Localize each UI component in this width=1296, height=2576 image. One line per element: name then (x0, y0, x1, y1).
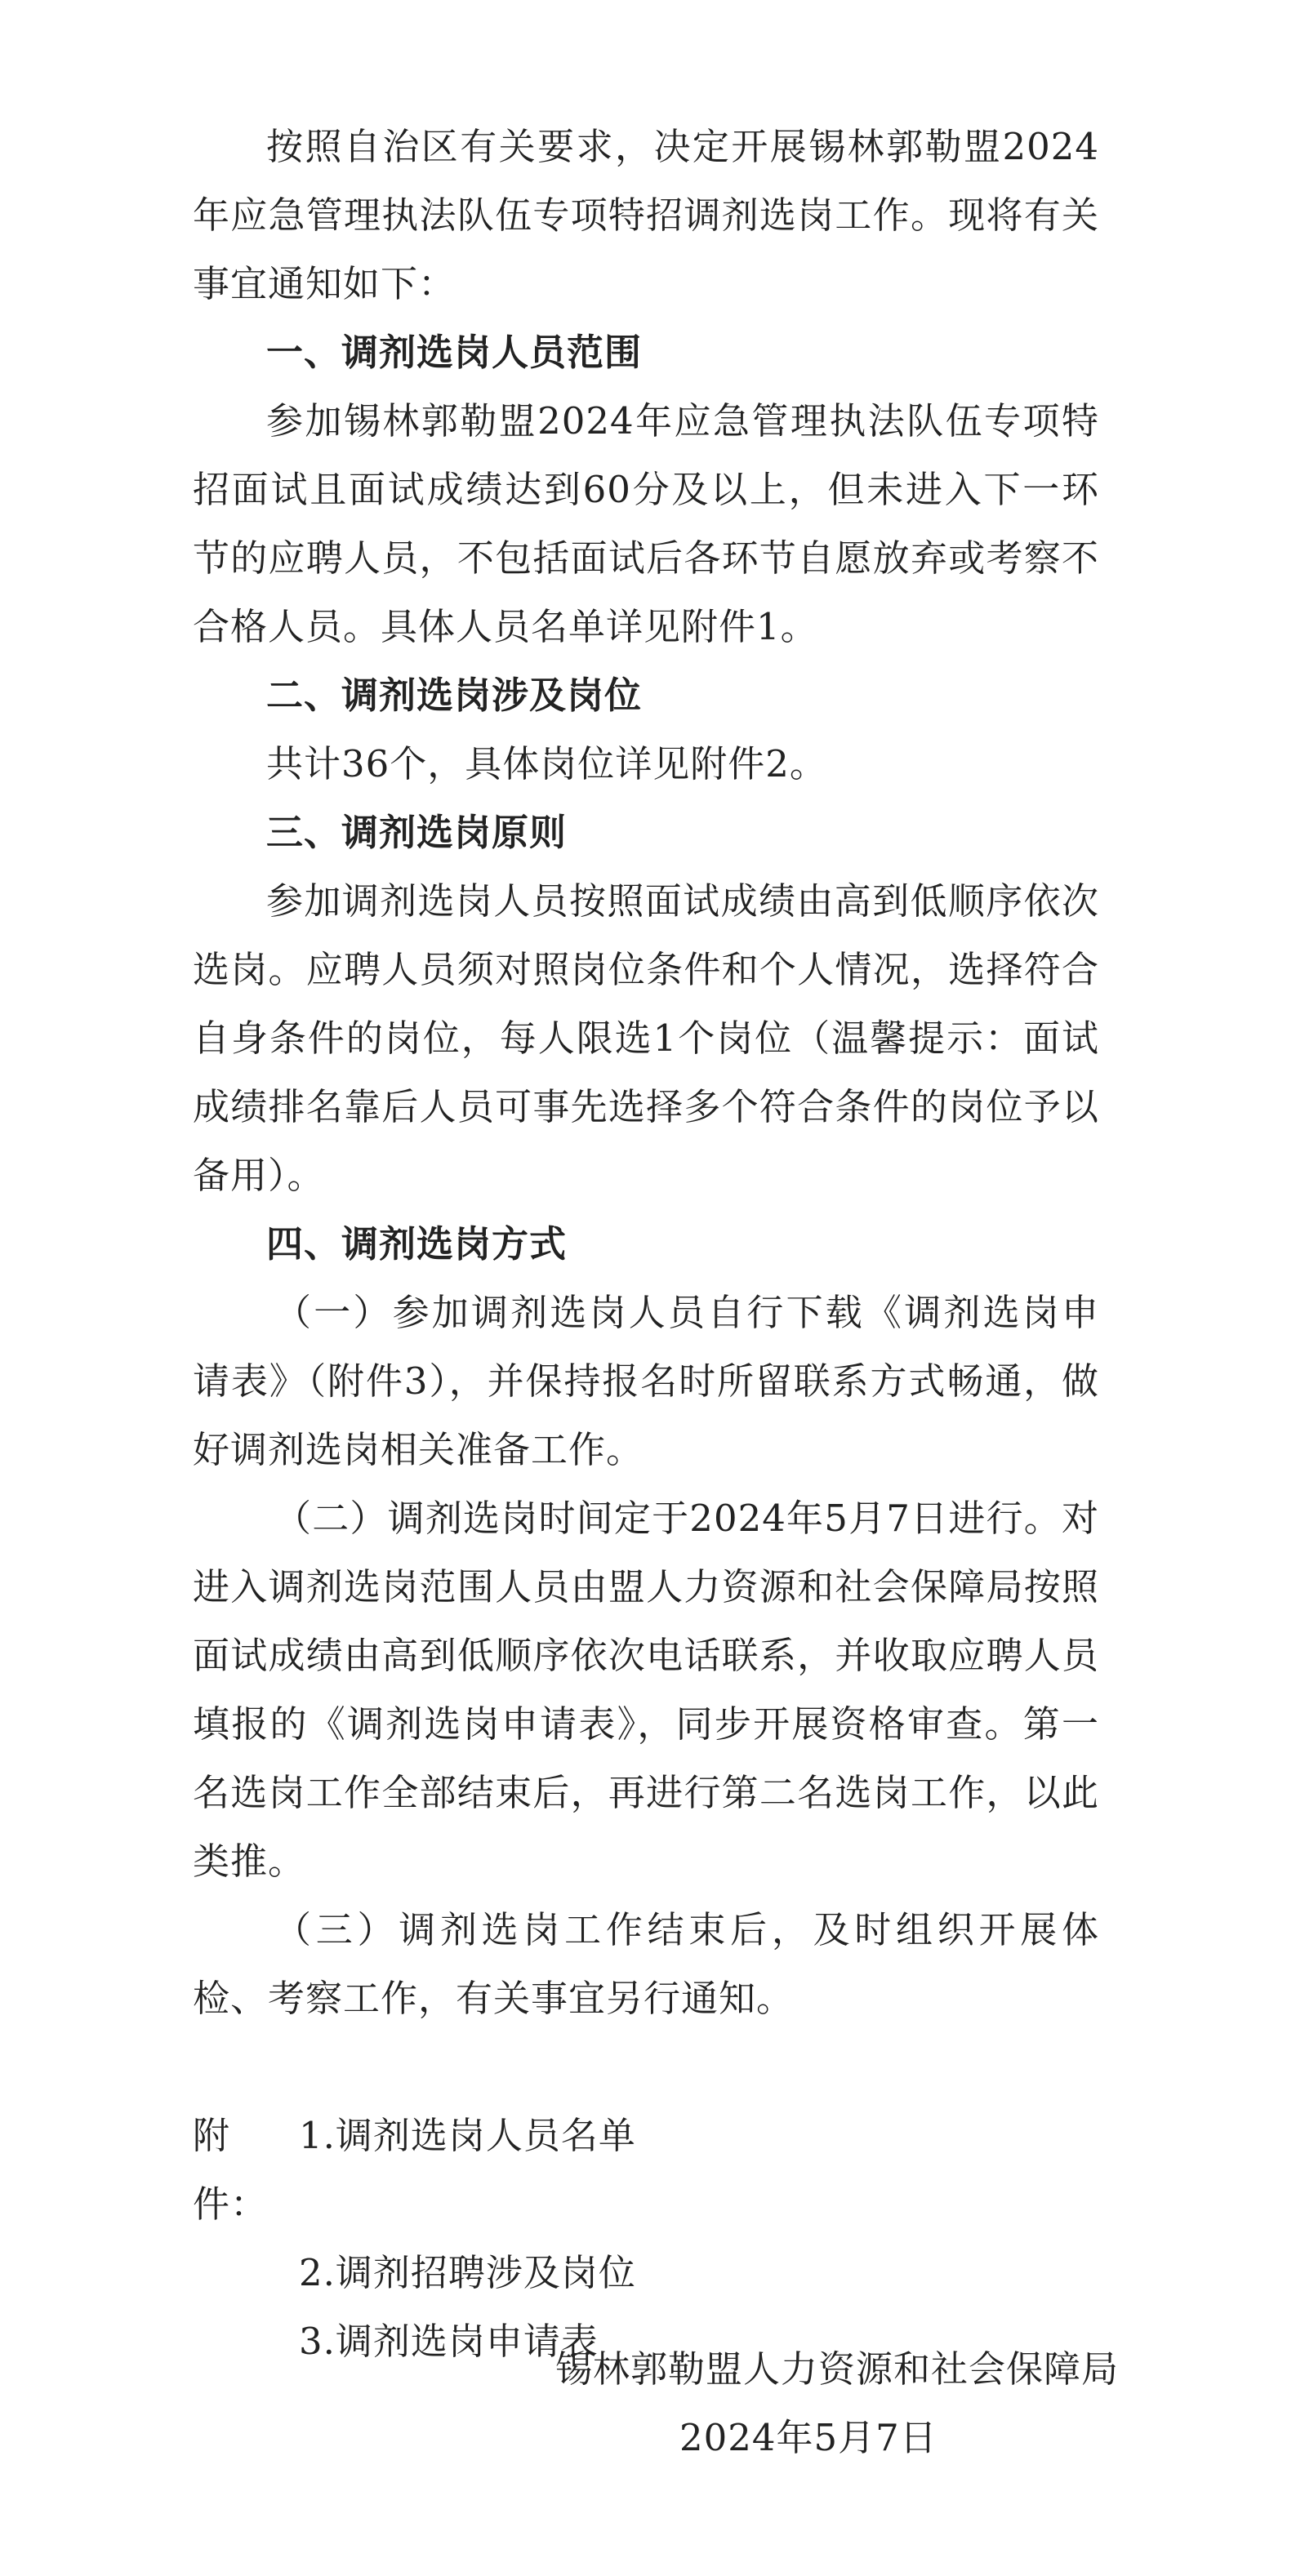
intro-paragraph: 按照自治区有关要求，决定开展锡林郭勒盟2024年应急管理执法队伍专项特招调剂选岗工作。现将有关事宜通知如下： (193, 125, 1099, 305)
attachment-row (193, 2102, 1099, 2239)
issue-date: 2024年5月7日 (679, 2416, 937, 2459)
attachment-item: 1.调剂选岗人员名单 (299, 2114, 636, 2157)
section-paragraph: （二）调剂选岗时间定于2024年5月7日进行。对进入调剂选岗范围人员由盟人力资源和社会保障局按照面试成绩由高到低顺序依次电话联系，并收取应聘人员填报的《调剂选岗申请表》，同步开展资格审查。第一名选岗工作全部结束后，再进行第二名选岗工作，以此类推。 (193, 1497, 1099, 1883)
section-heading: 二、调剂选岗涉及岗位 (266, 674, 643, 717)
section-paragraph: （三）调剂选岗工作结束后，及时组织开展体检、考察工作，有关事宜另行通知。 (193, 1908, 1099, 2020)
section-3 (193, 799, 1099, 1210)
section-heading: 一、调剂选岗人员范围 (266, 331, 643, 374)
section-paragraph: （一）参加调剂选岗人员自行下载《调剂选岗申请表》（附件3），并保持报名时所留联系方式畅通，做好调剂选岗相关准备工作。 (193, 1291, 1099, 1471)
spacer (193, 2033, 1099, 2102)
section-paragraph: 参加调剂选岗人员按照面试成绩由高到低顺序依次选岗。应聘人员须对照岗位条件和个人情况，选择符合自身条件的岗位，每人限选1个岗位（温馨提示：面试成绩排名靠后人员可事先选择多个符合条件的岗位予以备用）。 (193, 879, 1099, 1197)
section-paragraph: 参加锡林郭勒盟2024年应急管理执法队伍专项特招面试且面试成绩达到60分及以上，但未进入下一环节的应聘人员，不包括面试后各环节自愿放弃或考察不合格人员。具体人员名单详见附件1。 (193, 399, 1099, 648)
issuing-organization: 锡林郭勒盟人力资源和社会保障局 (555, 2347, 1120, 2391)
section-heading: 四、调剂选岗方式 (266, 1222, 568, 1266)
attachment-item: 2.调剂招聘涉及岗位 (299, 2251, 636, 2294)
section-heading: 三、调剂选岗原则 (266, 811, 568, 854)
section-2 (193, 661, 1099, 799)
attachment-item: 3.调剂选岗申请表 (299, 2320, 599, 2363)
section-1 (193, 318, 1099, 661)
section-paragraph: 共计36个，具体岗位详见附件2。 (266, 742, 827, 785)
document-body (193, 113, 1099, 2376)
section-4 (193, 1210, 1099, 2033)
attachments-label: 附件： (193, 2114, 269, 2226)
